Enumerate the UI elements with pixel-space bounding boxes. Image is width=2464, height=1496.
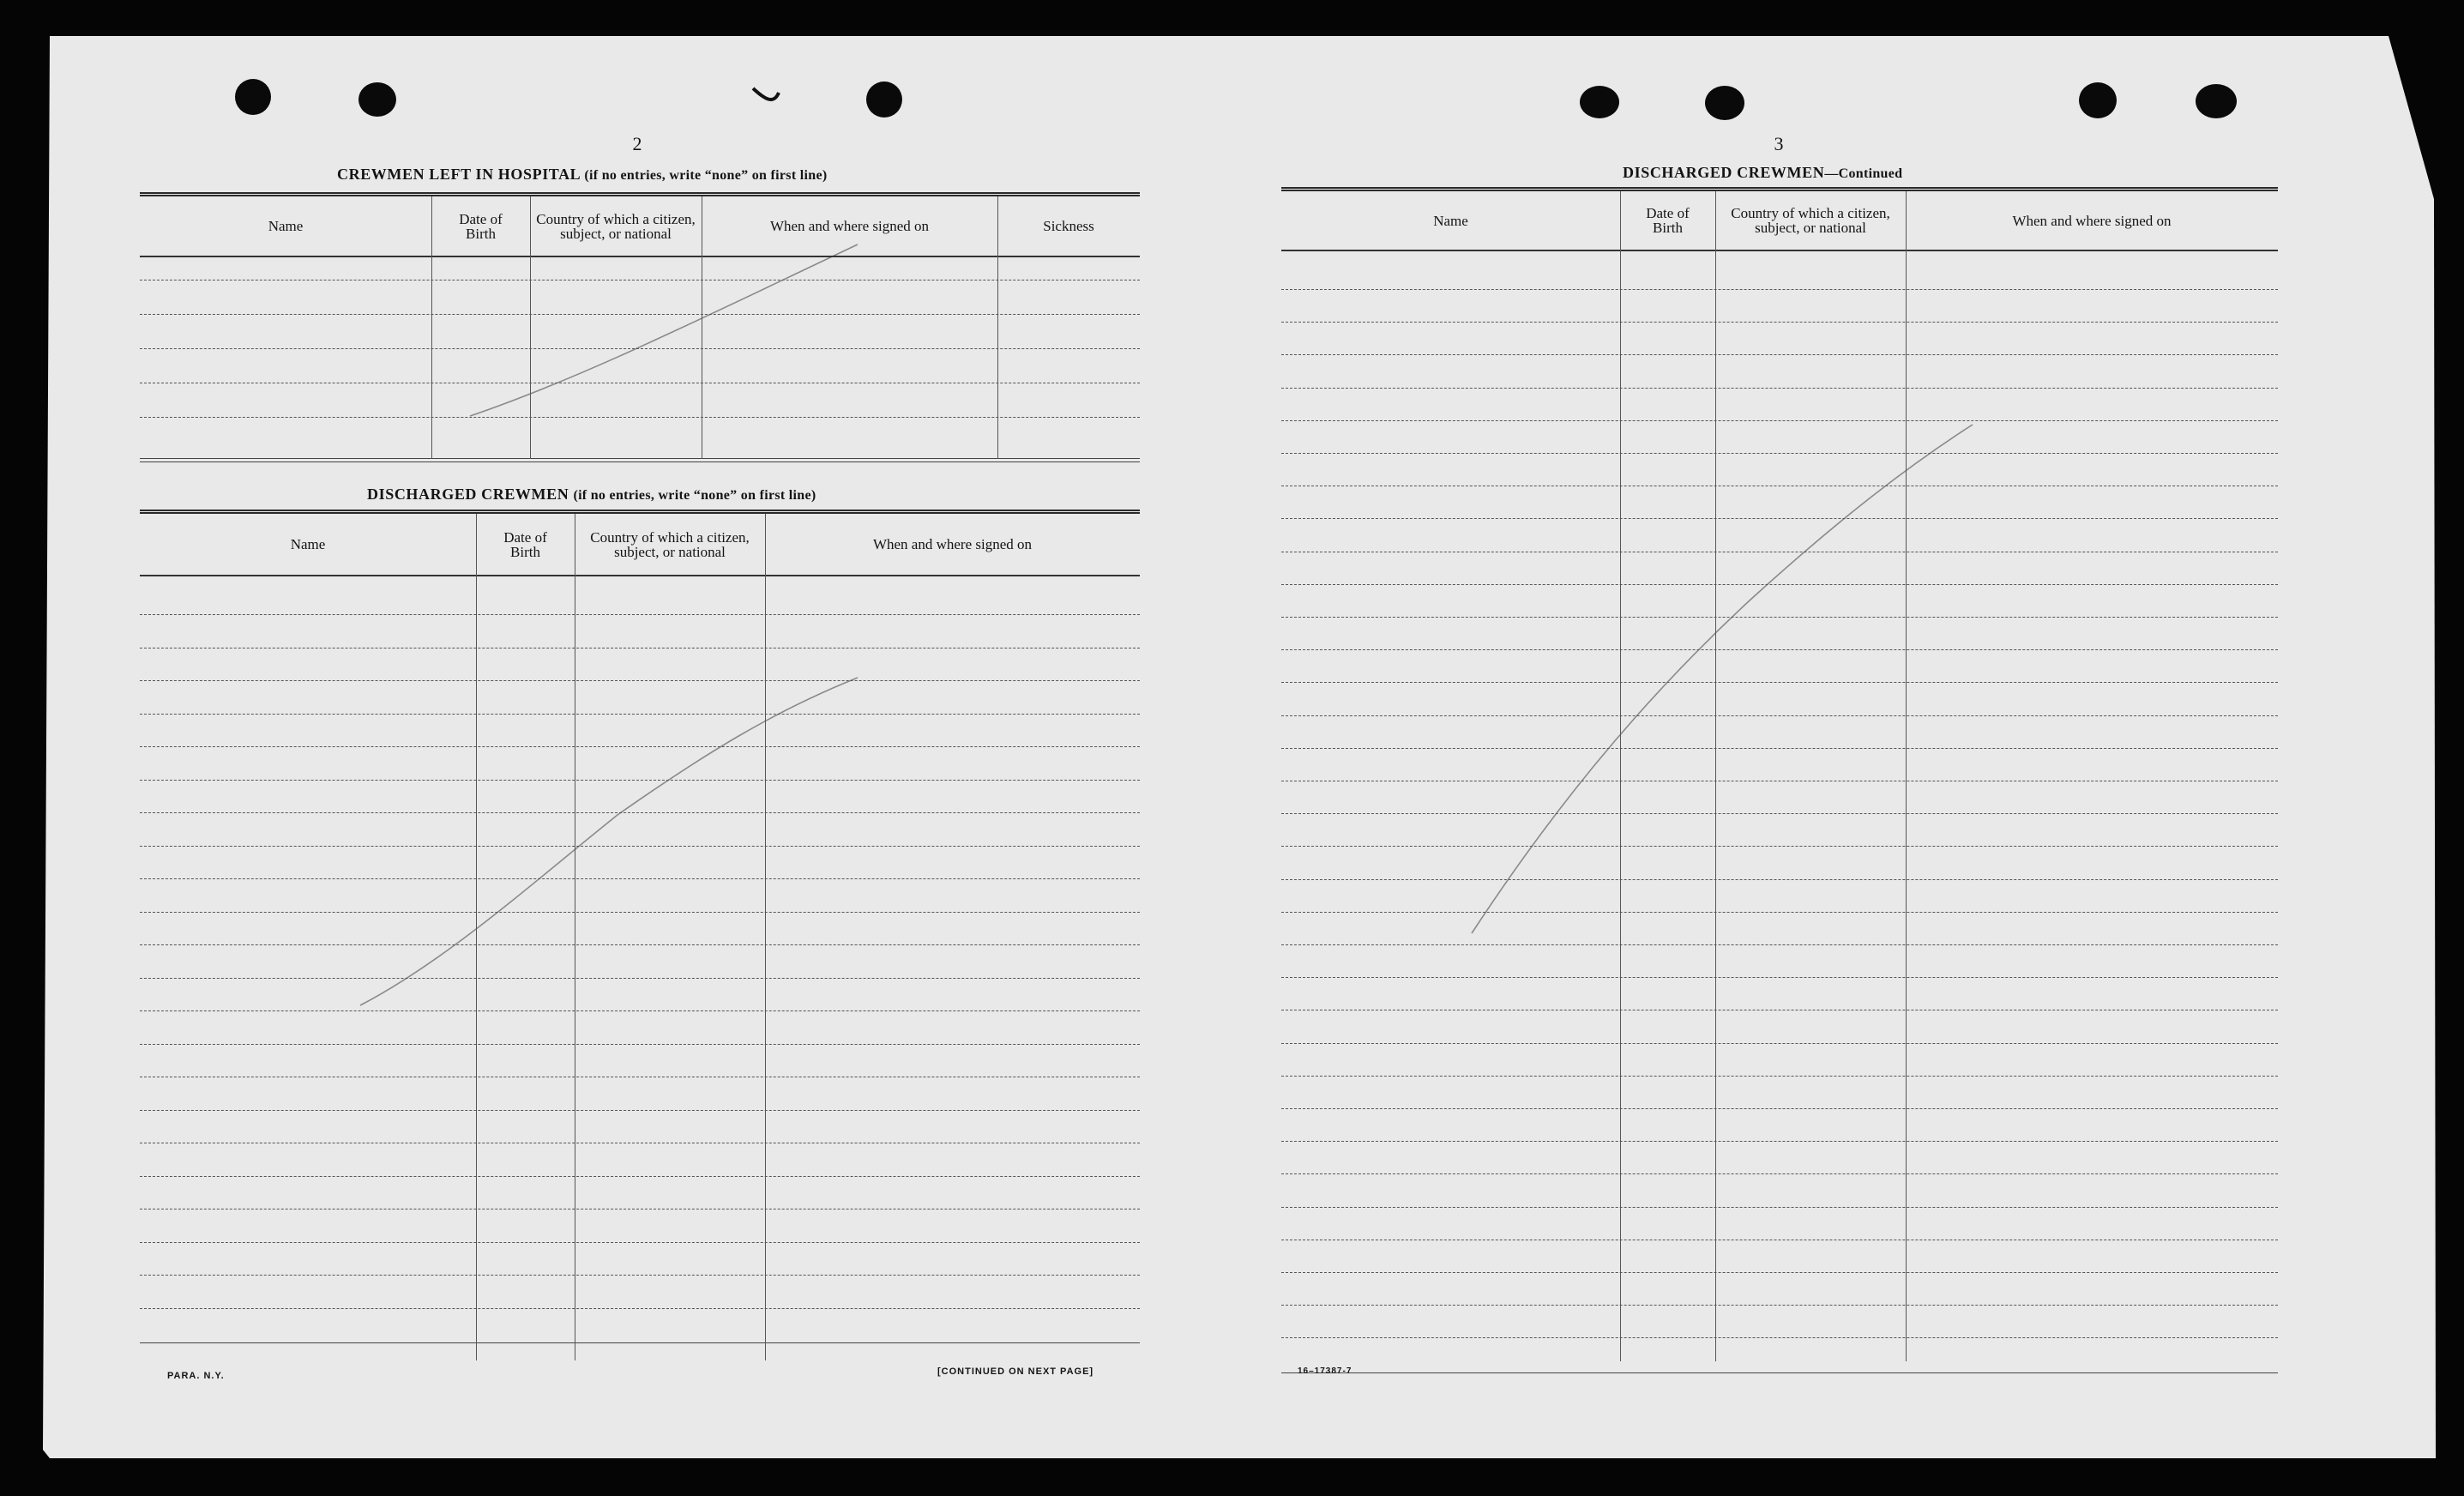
continued-table [1281, 187, 2278, 1362]
discharged-section-title [367, 486, 816, 504]
punch-hole [1705, 86, 1744, 120]
form-number-right: 16–17387-7 [1298, 1366, 1352, 1376]
continued-section-title [1623, 164, 1902, 182]
discharged-table [140, 510, 1140, 1362]
entry-line [1281, 453, 2278, 454]
hospital-section-title [337, 166, 828, 184]
entry-line [140, 1176, 1140, 1177]
entry-line [1281, 322, 2278, 323]
entry-line [1281, 354, 2278, 355]
entry-line [140, 614, 1140, 615]
entry-line [140, 780, 1140, 781]
discharged-table-body [140, 576, 1140, 1362]
entry-line [1281, 977, 2278, 978]
entry-line [140, 714, 1140, 715]
entry-line [1281, 715, 2278, 716]
entry-line [1281, 682, 2278, 683]
entry-line [1281, 1207, 2278, 1208]
entry-line [1281, 289, 2278, 290]
entry-line [1281, 846, 2278, 847]
entry-line [1281, 1141, 2278, 1142]
entry-line [140, 944, 1140, 945]
col-header-name: Name [290, 536, 326, 552]
entry-line [140, 812, 1140, 813]
continued-table-body [1281, 251, 2278, 1362]
col-header-date-of-birth: Date of Birth [1646, 205, 1690, 236]
table-bottom-rule [140, 1342, 1140, 1343]
hospital-table [140, 192, 1140, 462]
entry-line [1281, 879, 2278, 880]
punch-hole [358, 82, 396, 117]
discharged-table-header [140, 514, 1140, 576]
hospital-title-text: CREWMEN LEFT IN HOSPITAL [337, 166, 581, 183]
entry-line [1281, 1076, 2278, 1077]
entry-line [1281, 388, 2278, 389]
hospital-table-header [140, 196, 1140, 257]
col-header-name: Name [268, 218, 304, 234]
col-header-when-where: When and where signed on [769, 218, 930, 234]
col-header-date-of-birth: Date of Birth [459, 210, 503, 242]
page-number-right: 3 [1774, 133, 1784, 154]
entry-line [140, 1275, 1140, 1276]
page-number-left: 2 [632, 133, 642, 154]
entry-line [1281, 1173, 2278, 1174]
col-header-when-where: When and where signed on [872, 536, 1033, 552]
col-header-when-where: When and where signed on [2012, 212, 2172, 229]
entry-line [1281, 813, 2278, 814]
continued-note: [CONTINUED ON NEXT PAGE] [937, 1366, 1094, 1377]
entry-line [1281, 584, 2278, 585]
entry-line [140, 978, 1140, 979]
entry-line [1281, 617, 2278, 618]
entry-line [140, 680, 1140, 681]
continued-suffix-text: —Continued [1824, 166, 1903, 181]
entry-line [140, 878, 1140, 879]
table-bottom-rule [1281, 1372, 2278, 1373]
entry-line [140, 912, 1140, 913]
entry-line [1281, 1337, 2278, 1338]
col-header-sickness: Sickness [1043, 218, 1094, 234]
printer-mark-left: PARA. N.Y. [167, 1371, 225, 1381]
entry-line [140, 1044, 1140, 1045]
entry-line [140, 1308, 1140, 1309]
entry-line [1281, 1043, 2278, 1044]
entry-line [1281, 944, 2278, 945]
punch-hole [2196, 84, 2237, 118]
entry-line [1281, 1108, 2278, 1109]
entry-line [1281, 518, 2278, 519]
col-header-country: Country of which a citizen, subject, or national [1731, 205, 1890, 236]
col-header-name: Name [1433, 212, 1468, 229]
entry-line [1281, 1272, 2278, 1273]
entry-line [140, 1242, 1140, 1243]
entry-line [140, 1110, 1140, 1111]
continued-table-header [1281, 191, 2278, 251]
entry-line [1281, 912, 2278, 913]
col-header-country: Country of which a citizen, subject, or national [536, 210, 696, 242]
discharged-instruction-text: (if no entries, write “none” on first line) [573, 488, 816, 503]
entry-line [140, 746, 1140, 747]
hospital-table-body [140, 257, 1140, 462]
entry-line [1281, 649, 2278, 650]
hospital-instruction-text: (if no entries, write “none” on first line) [584, 168, 828, 183]
punch-hole [866, 81, 902, 118]
col-header-date-of-birth: Date of Birth [503, 528, 547, 560]
entry-line [140, 846, 1140, 847]
discharged-title-text: DISCHARGED CREWMEN [367, 486, 569, 503]
col-header-country: Country of which a citizen, subject, or national [590, 528, 750, 560]
punch-hole [2079, 82, 2117, 118]
entry-line [1281, 748, 2278, 749]
continued-title-text: DISCHARGED CREWMEN [1623, 164, 1825, 181]
entry-line [1281, 1305, 2278, 1306]
entry-line [140, 1010, 1140, 1011]
entry-line [1281, 420, 2278, 421]
punch-hole [235, 79, 271, 115]
punch-hole [1580, 86, 1619, 118]
